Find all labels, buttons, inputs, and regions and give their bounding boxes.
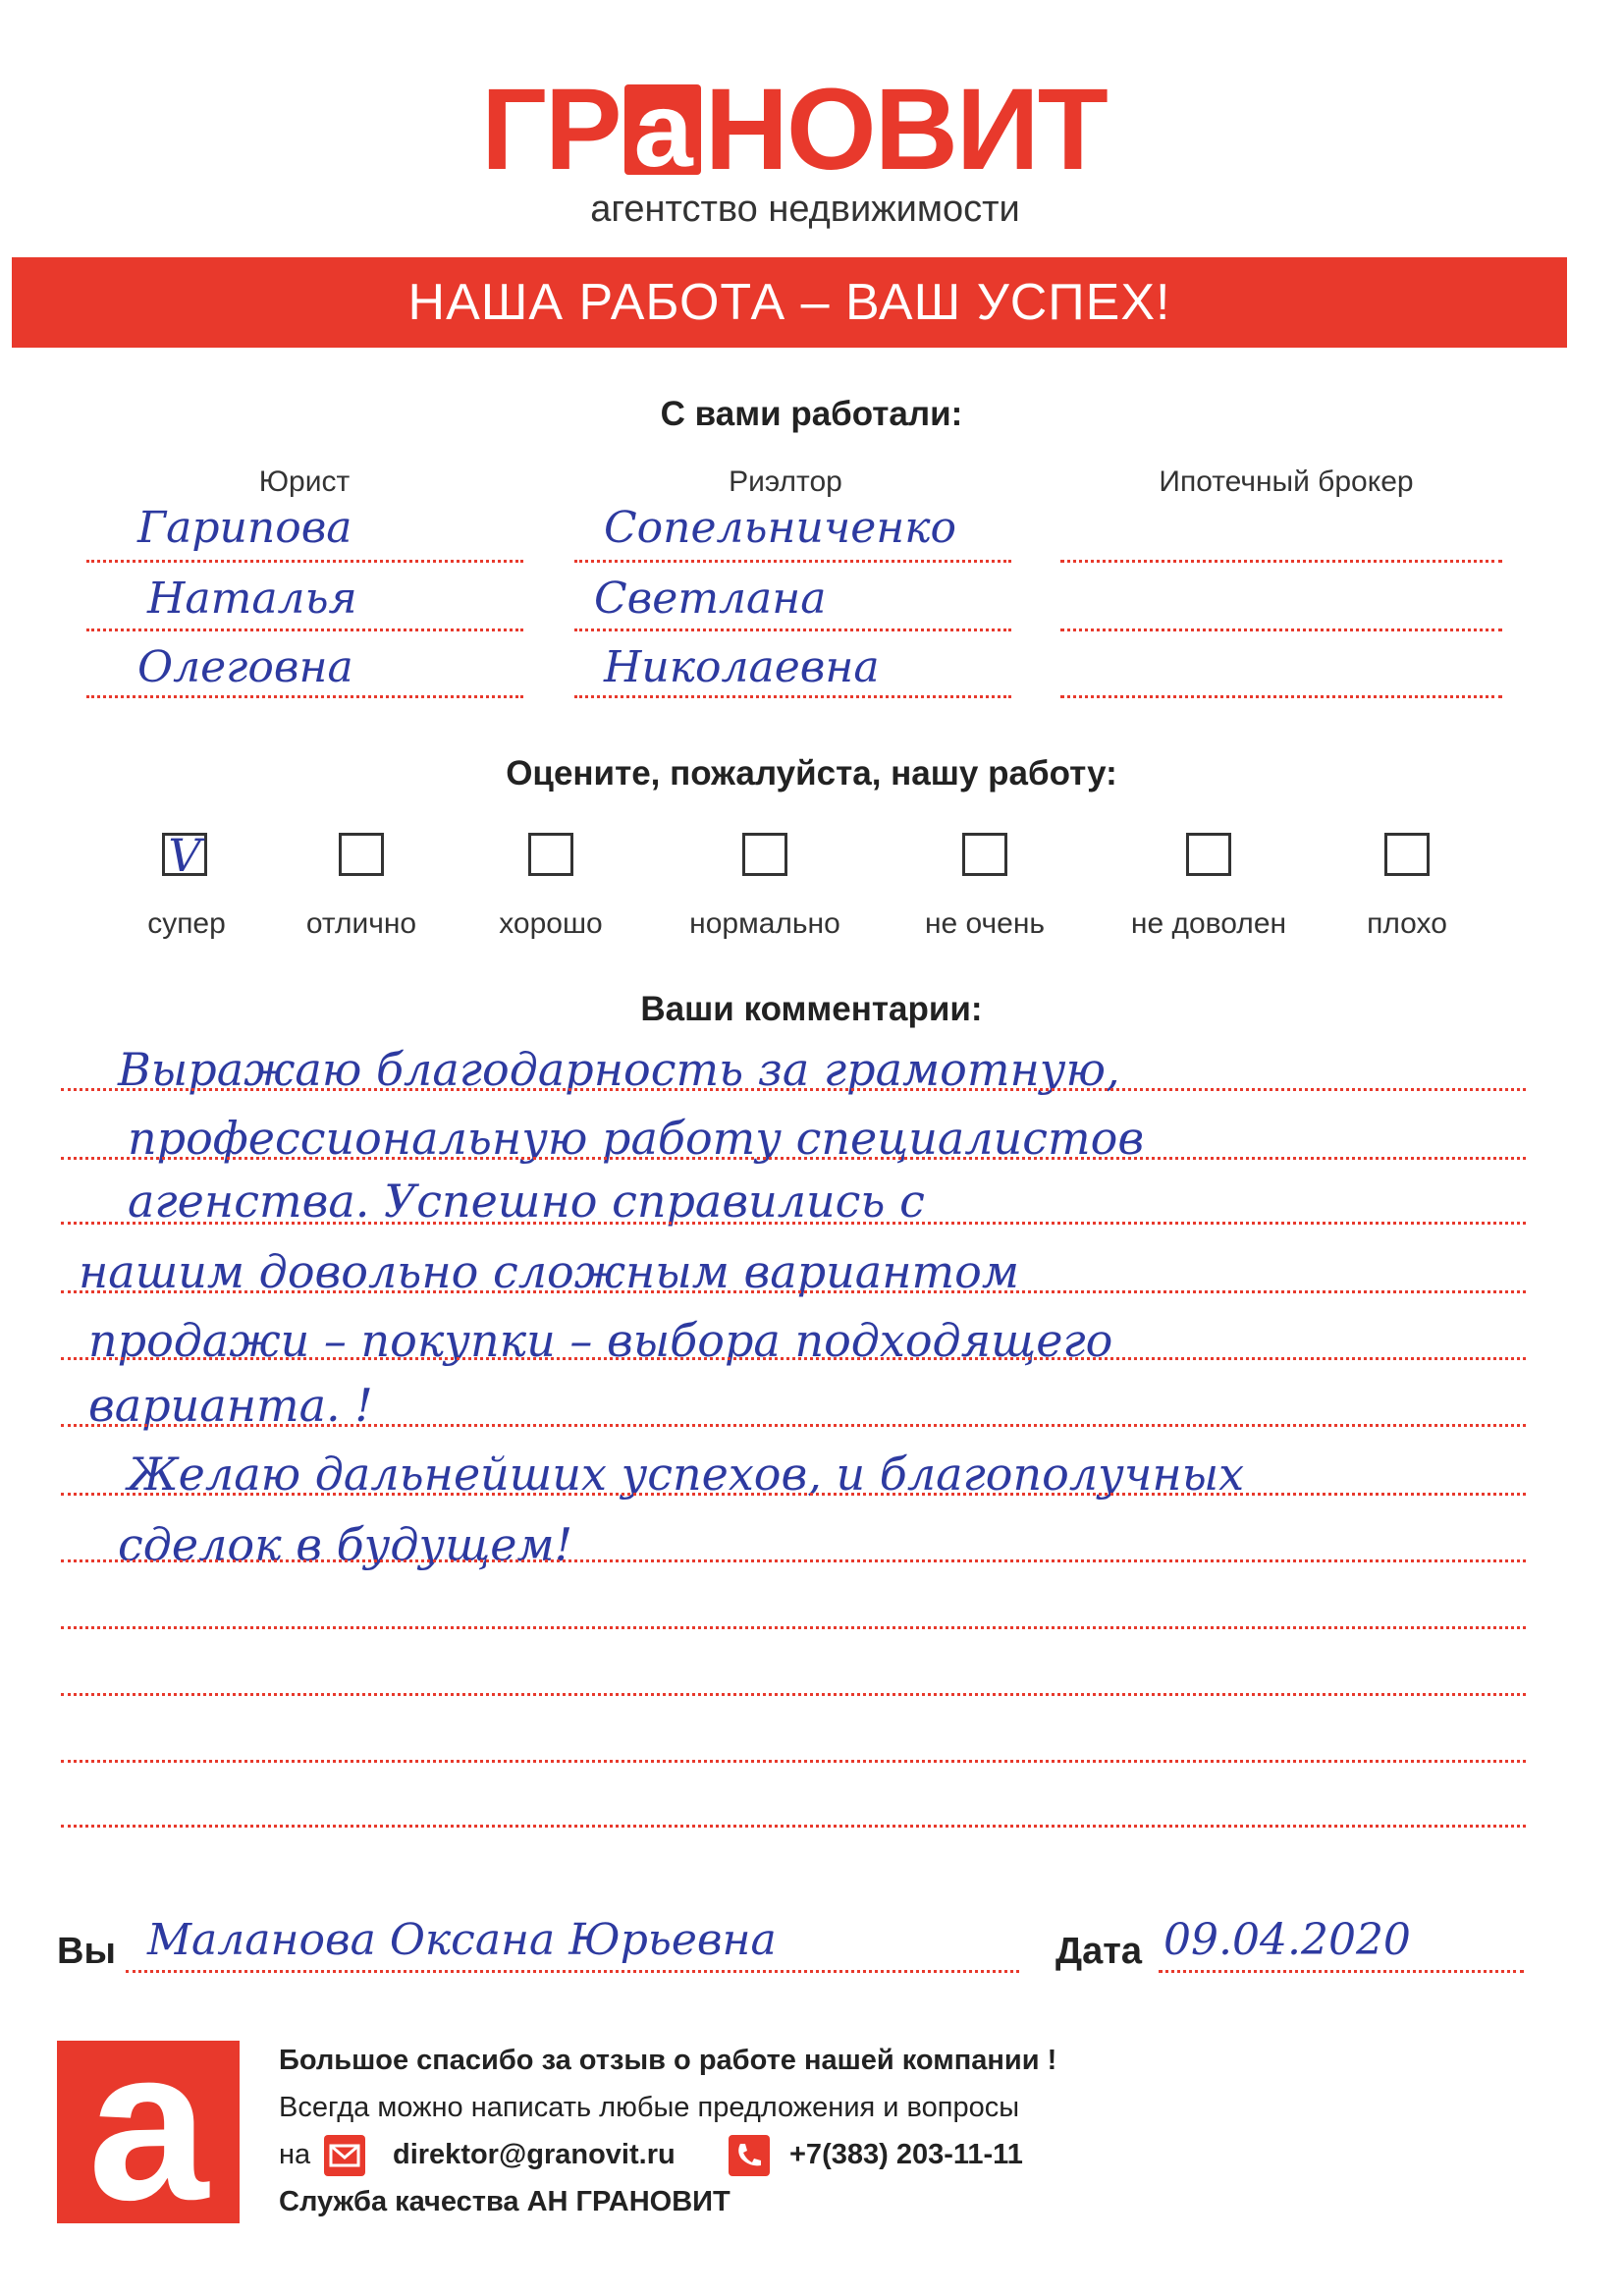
realtor-line-2: Светлана [594,574,827,624]
rating-label-not-very: не очень [924,907,1046,940]
rating-label-excellent: отлично [305,907,417,940]
you-label: Вы [57,1931,116,1972]
dotted-line [1060,629,1502,631]
dotted-line [126,1970,1019,1973]
dotted-line [574,560,1011,563]
comments-title: Ваши комментарии: [640,990,983,1028]
dotted-line [574,695,1011,698]
you-value: Маланова Оксана Юрьевна [147,1915,777,1965]
footer-na: на [279,2139,311,2170]
dotted-line [61,1760,1526,1763]
check-mark: V [168,829,201,882]
comment-line-2: профессиональную работу специалистов [128,1112,1145,1165]
column-lawyer-label: Юрист [258,465,351,498]
footer-thanks: Большое спасибо за отзыв о работе нашей компании ! [279,2045,1057,2076]
dotted-line [61,1559,1526,1562]
rating-checkbox-excellent[interactable] [339,833,384,876]
rating-label-super: супер [147,907,226,940]
logo-text-3: НОВИТ [704,65,1107,194]
rating-checkbox-good[interactable] [528,833,573,876]
tagline: агентство недвижимости [590,189,1020,230]
dotted-line [1159,1970,1524,1973]
dotted-line [61,1693,1526,1696]
date-value: 09.04.2020 [1163,1915,1411,1965]
comment-line-6: варианта. ! [88,1379,373,1432]
lawyer-line-2: Наталья [147,574,357,624]
rating-label-normal: нормально [689,907,840,940]
realtor-line-3: Николаевна [604,642,880,692]
comment-line-5: продажи – покупки – выбора подходящего [88,1314,1113,1367]
brand-logo [481,65,1109,194]
dotted-line [86,560,523,563]
dotted-line [574,629,1011,631]
dotted-line [61,1357,1526,1360]
comment-line-3: агенства. Успешно справились с [128,1175,925,1228]
date-label: Дата [1055,1931,1142,1972]
logo-text-1: ГР [481,65,621,194]
dotted-line [61,1493,1526,1496]
rating-checkbox-bad[interactable] [1384,833,1430,876]
comment-line-7: Желаю дальнейших успехов, и благополучных [128,1448,1245,1501]
column-broker-label: Ипотечный брокер [1159,465,1414,498]
comment-line-8: сделок в будущем! [118,1518,573,1571]
realtor-line-1: Сопельниченко [604,503,956,553]
lawyer-line-1: Гарипова [137,503,352,553]
footer-phone[interactable]: +7(383) 203-11-11 [789,2139,1023,2170]
rating-checkbox-normal[interactable] [742,833,787,876]
rating-title: Оцените, пожалуйста, нашу работу: [506,754,1117,793]
dotted-line [61,1626,1526,1629]
rating-label-good: хорошо [499,907,603,940]
dotted-line [61,1088,1526,1091]
footer-email[interactable]: direktor@granovit.ru [393,2139,676,2170]
logo-text-2: а [624,84,701,175]
slogan-banner: НАША РАБОТА – ВАШ УСПЕХ! [12,257,1567,348]
rating-checkbox-super[interactable] [162,829,207,882]
rating-checkbox-not-very[interactable] [962,833,1007,876]
dotted-line [61,1222,1526,1225]
dotted-line [61,1825,1526,1828]
column-realtor-label: Риэлтор [729,465,842,498]
rating-label-dissatisfied: не доволен [1130,907,1287,940]
footer-logo: а [57,2041,240,2223]
dotted-line [61,1157,1526,1160]
footer-always: Всегда можно написать любые предложения и вопросы [279,2092,1020,2123]
lawyer-line-3: Олеговна [137,642,353,692]
footer-service: Служба качества АН ГРАНОВИТ [279,2186,730,2217]
dotted-line [61,1424,1526,1427]
staff-title: С вами работали: [660,395,963,433]
rating-checkbox-dissatisfied[interactable] [1186,833,1231,876]
dotted-line [1060,695,1502,698]
dotted-line [61,1290,1526,1293]
dotted-line [86,629,523,631]
dotted-line [1060,560,1502,563]
phone-icon [729,2135,770,2176]
comment-line-1: Выражаю благодарность за грамотную, [118,1043,1120,1096]
dotted-line [86,695,523,698]
comment-line-4: нашим довольно сложным вариантом [79,1245,1019,1298]
rating-label-bad: плохо [1367,907,1447,940]
envelope-icon [324,2135,365,2176]
